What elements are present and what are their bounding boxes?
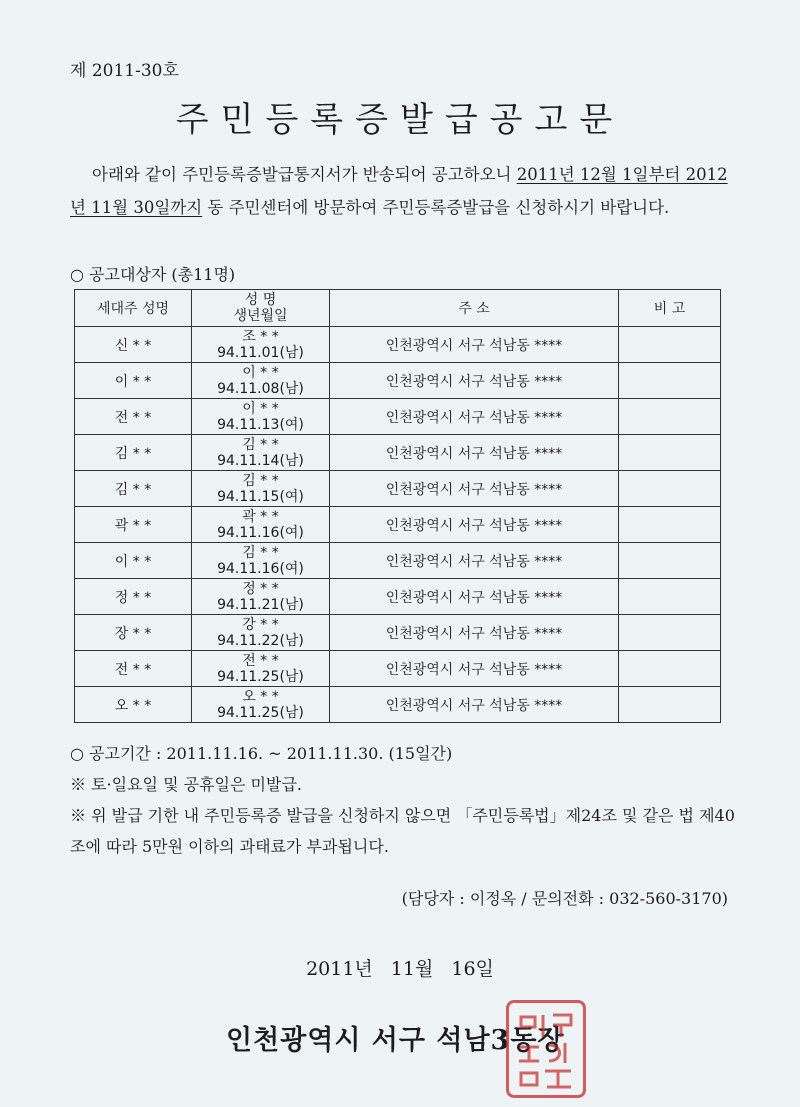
cell-remarks [619, 507, 721, 543]
cell-householder: 김 * * [75, 435, 192, 471]
cell-name: 김 * * [242, 544, 279, 561]
cell-birth: 94.11.13(여) [217, 416, 304, 433]
cell-address: 인천광역시 서구 석남동 **** [330, 651, 619, 687]
cell-address: 인천광역시 서구 석남동 **** [330, 615, 619, 651]
cell-name-birth [192, 471, 330, 507]
cell-birth: 94.11.25(남) [217, 668, 304, 685]
cell-name-birth [192, 543, 330, 579]
document-number: 제 2011-30호 [70, 61, 179, 81]
page-title: 주민등록증발급공고문 [175, 100, 625, 140]
cell-address: 인천광역시 서구 석남동 **** [330, 327, 619, 363]
cell-householder: 이 * * [75, 363, 192, 399]
cell-birth: 94.11.08(남) [217, 380, 304, 397]
contact-info: (담당자 : 이정옥 / 문의전화 : 032-560-3170) [401, 889, 728, 908]
cell-householder: 곽 * * [75, 507, 192, 543]
cell-name: 오 * * [242, 688, 279, 705]
cell-householder: 김 * * [75, 471, 192, 507]
cell-name-birth [192, 615, 330, 651]
cell-name: 곽 * * [242, 508, 279, 525]
cell-remarks [619, 435, 721, 471]
cell-name: 조 * * [242, 328, 279, 345]
cell-name: 이 * * [242, 364, 279, 381]
intro-period-underlined: 2011년 12월 1일부터 2012년 11월 30일까지 [70, 165, 728, 217]
table-row [75, 579, 721, 615]
cell-householder: 이 * * [75, 543, 192, 579]
intro-text-1: 아래와 같이 주민등록증발급통지서가 반송되어 공고하오니 [92, 165, 517, 184]
notice-penalty: ※ 위 발급 기한 내 주민등록증 발급을 신청하지 않으면 「주민등록법」제24조 및 같은 법 제40조에 따라 5만원 이하의 과태료가 부과됩니다. [70, 806, 735, 856]
cell-remarks [619, 651, 721, 687]
cell-remarks [619, 471, 721, 507]
cell-remarks [619, 327, 721, 363]
notice-period: ○ 공고기간 : 2011.11.16. ~ 2011.11.30. (15일간) [70, 744, 453, 763]
table-row [75, 687, 721, 723]
official-seal-stamp [506, 1000, 586, 1098]
cell-name: 강 * * [242, 616, 279, 633]
cell-birth: 94.11.14(남) [217, 452, 304, 469]
notice-holiday: ※ 토·일요일 및 공휴일은 미발급. [70, 775, 302, 794]
table-row [75, 363, 721, 399]
cell-address: 인천광역시 서구 석남동 **** [330, 579, 619, 615]
cell-name: 정 * * [242, 580, 279, 597]
cell-remarks [619, 687, 721, 723]
issue-date: 2011년 11월 16일 [306, 958, 494, 980]
cell-name-birth [192, 363, 330, 399]
cell-address: 인천광역시 서구 석남동 **** [330, 399, 619, 435]
cell-birth: 94.11.16(여) [217, 560, 304, 577]
table-row [75, 399, 721, 435]
cell-birth: 94.11.21(남) [217, 596, 304, 613]
intro-paragraph [70, 158, 740, 224]
cell-householder: 전 * * [75, 399, 192, 435]
cell-address: 인천광역시 서구 석남동 **** [330, 471, 619, 507]
cell-name-birth [192, 435, 330, 471]
seal-graphic [509, 1003, 583, 1095]
cell-remarks [619, 615, 721, 651]
targets-table [74, 289, 721, 723]
cell-address: 인천광역시 서구 석남동 **** [330, 363, 619, 399]
cell-name-birth [192, 327, 330, 363]
cell-birth: 94.11.22(남) [217, 632, 304, 649]
cell-name: 김 * * [242, 472, 279, 489]
cell-name-birth [192, 399, 330, 435]
cell-address: 인천광역시 서구 석남동 **** [330, 543, 619, 579]
cell-address: 인천광역시 서구 석남동 **** [330, 435, 619, 471]
table-row [75, 507, 721, 543]
cell-remarks [619, 363, 721, 399]
cell-name: 김 * * [242, 436, 279, 453]
header-birth: 생년월일 [233, 308, 288, 324]
header-remarks: 비 고 [619, 290, 721, 327]
cell-householder: 오 * * [75, 687, 192, 723]
header-name: 성 명 [244, 292, 277, 308]
cell-householder: 전 * * [75, 651, 192, 687]
cell-birth: 94.11.15(여) [217, 488, 304, 505]
notes [70, 738, 750, 862]
cell-name-birth [192, 651, 330, 687]
table-row [75, 615, 721, 651]
issuing-office: 인천광역시 서구 석남3동장 [226, 1025, 565, 1056]
header-address: 주 소 [330, 290, 619, 327]
cell-name-birth [192, 579, 330, 615]
cell-address: 인천광역시 서구 석남동 **** [330, 507, 619, 543]
cell-remarks [619, 399, 721, 435]
targets-heading: ○ 공고대상자 (총11명) [70, 265, 236, 284]
cell-householder: 정 * * [75, 579, 192, 615]
cell-remarks [619, 579, 721, 615]
intro-text-2: 동 주민센터에 방문하여 주민등록증발급을 신청하시기 바랍니다. [202, 198, 670, 217]
table-row [75, 435, 721, 471]
cell-birth: 94.11.16(여) [217, 524, 304, 541]
cell-householder: 장 * * [75, 615, 192, 651]
table-row [75, 543, 721, 579]
cell-birth: 94.11.25(남) [217, 704, 304, 721]
table-row [75, 651, 721, 687]
cell-birth: 94.11.01(남) [217, 344, 304, 361]
cell-householder: 신 * * [75, 327, 192, 363]
header-householder: 세대주 성명 [75, 290, 192, 327]
cell-name: 이 * * [242, 400, 279, 417]
cell-name: 전 * * [242, 652, 279, 669]
cell-address: 인천광역시 서구 석남동 **** [330, 687, 619, 723]
header-name-birth [192, 290, 330, 327]
cell-name-birth [192, 507, 330, 543]
cell-name-birth [192, 687, 330, 723]
cell-remarks [619, 543, 721, 579]
table-row [75, 471, 721, 507]
table-row [75, 327, 721, 363]
table-header-row [75, 290, 721, 327]
